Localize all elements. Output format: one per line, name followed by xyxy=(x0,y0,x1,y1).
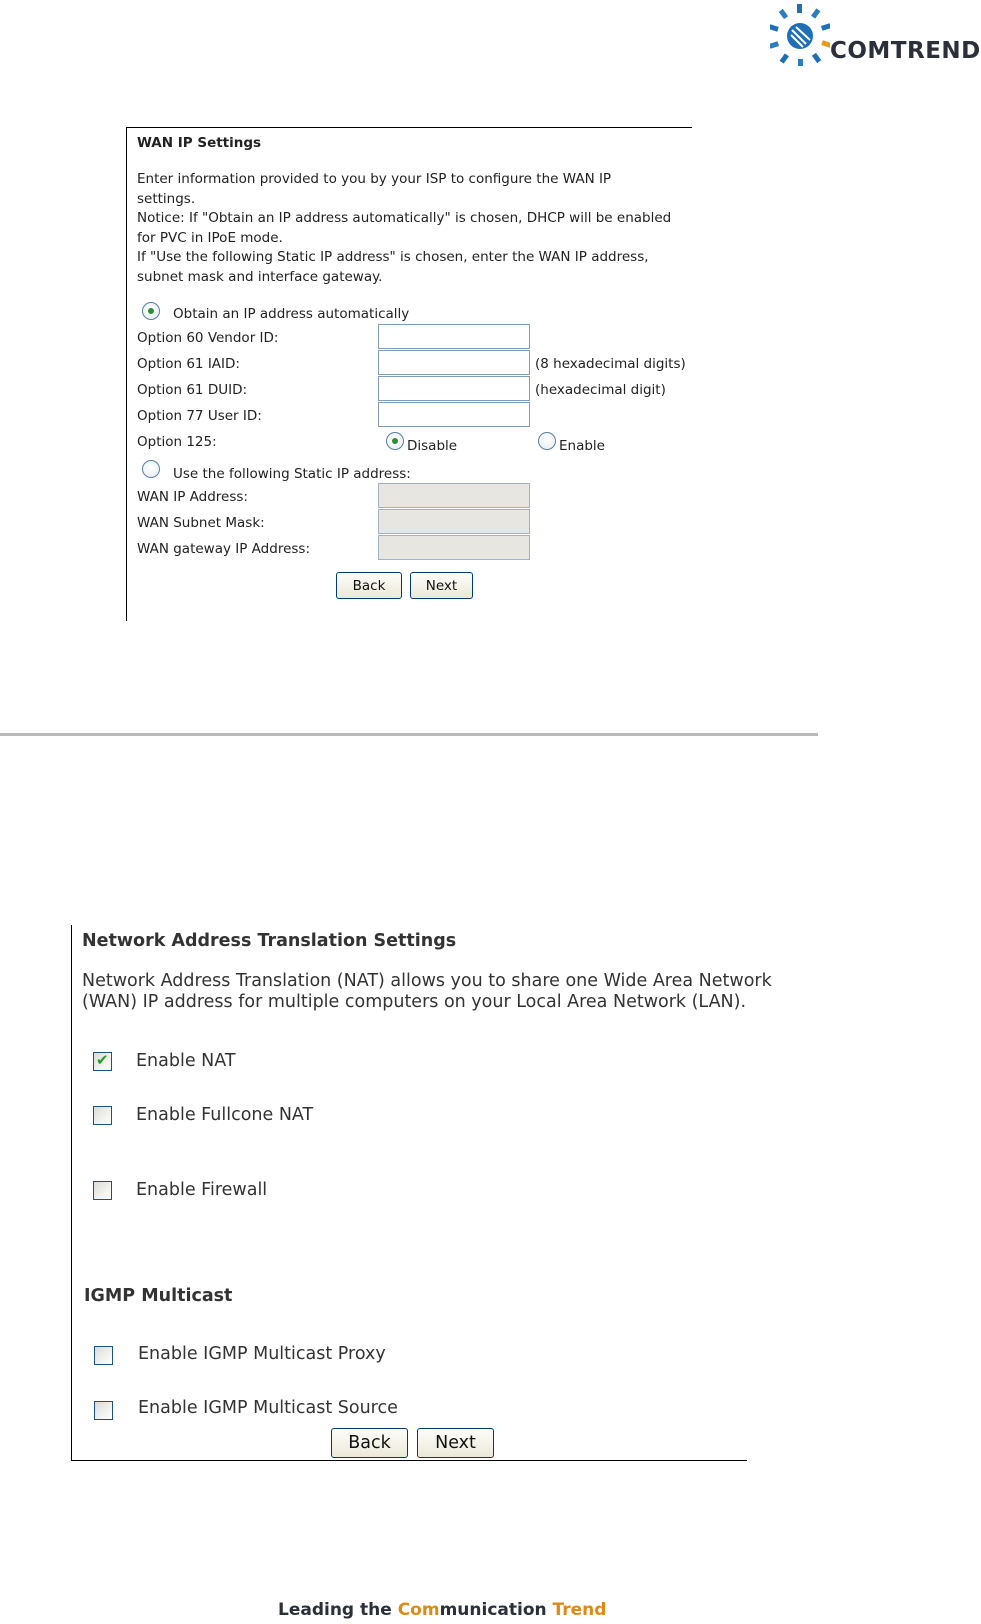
description-line: If "Use the following Static IP address" is chosen, enter the WAN IP address, xyxy=(137,249,649,265)
static-ip-radio[interactable] xyxy=(142,460,160,478)
option77-user-id-input[interactable] xyxy=(378,402,530,427)
nat-settings-panel xyxy=(71,925,772,1461)
wan-ip-address-label: WAN IP Address: xyxy=(137,489,248,505)
option125-label: Option 125: xyxy=(137,434,217,450)
option125-disable-radio[interactable] xyxy=(386,432,404,450)
tagline-highlight: Com xyxy=(397,1600,440,1620)
enable-igmp-source-label: Enable IGMP Multicast Source xyxy=(138,1398,398,1418)
enable-igmp-proxy-checkbox[interactable] xyxy=(94,1346,113,1365)
description-line: Enter information provided to you by your ISP to configure the WAN IP xyxy=(137,171,612,187)
option60-label: Option 60 Vendor ID: xyxy=(137,330,279,346)
footer-tagline xyxy=(278,1600,606,1620)
description-line: Notice: If "Obtain an IP address automatically" is chosen, DHCP will be enabled xyxy=(137,210,672,226)
wan-gateway-label: WAN gateway IP Address: xyxy=(137,541,310,557)
comtrend-logo xyxy=(770,0,981,70)
option60-vendor-id-input[interactable] xyxy=(378,324,530,349)
description-line: Network Address Translation (NAT) allows you to share one Wide Area Network xyxy=(82,971,772,991)
wan-ip-title: WAN IP Settings xyxy=(137,135,262,151)
description-line: for PVC in IPoE mode. xyxy=(137,229,283,246)
tagline-part: munication xyxy=(439,1600,553,1620)
wan-ip-address-input[interactable] xyxy=(378,483,530,508)
description-line: (WAN) IP address for multiple computers on your Local Area Network (LAN). xyxy=(82,992,747,1012)
wan-subnet-mask-label: WAN Subnet Mask: xyxy=(137,515,265,531)
option125-disable-label: Disable xyxy=(407,438,458,454)
next-button[interactable]: Next xyxy=(410,572,473,599)
option61-iaid-hint: (8 hexadecimal digits) xyxy=(535,356,686,372)
nat-title: Network Address Translation Settings xyxy=(82,931,457,951)
enable-fullcone-nat-label: Enable Fullcone NAT xyxy=(136,1105,314,1125)
obtain-ip-auto-label: Obtain an IP address automatically xyxy=(173,306,410,322)
wan-ip-description xyxy=(137,170,677,287)
comtrend-sunburst-logo-icon xyxy=(770,0,830,66)
enable-firewall-label: Enable Firewall xyxy=(136,1180,268,1200)
option61-duid-input[interactable] xyxy=(378,376,530,401)
option61-duid-label: Option 61 DUID: xyxy=(137,382,248,398)
option61-iaid-label: Option 61 IAID: xyxy=(137,356,240,372)
back-button[interactable]: Back xyxy=(336,572,402,599)
back-button[interactable]: Back xyxy=(331,1428,408,1458)
tagline-highlight: Trend xyxy=(552,1600,607,1620)
tagline-part: Leading the xyxy=(278,1600,398,1620)
enable-fullcone-nat-checkbox[interactable] xyxy=(93,1106,112,1125)
enable-firewall-checkbox[interactable] xyxy=(93,1181,112,1200)
option61-iaid-input[interactable] xyxy=(378,350,530,375)
static-ip-label: Use the following Static IP address: xyxy=(173,466,411,482)
wan-subnet-mask-input[interactable] xyxy=(378,509,530,534)
brand-name: COMTREND xyxy=(830,38,981,64)
enable-nat-checkbox[interactable] xyxy=(93,1052,112,1071)
option125-enable-label: Enable xyxy=(559,438,605,454)
igmp-multicast-title: IGMP Multicast xyxy=(84,1286,233,1306)
enable-nat-label: Enable NAT xyxy=(136,1051,236,1071)
wan-ip-settings-panel xyxy=(126,127,692,621)
enable-igmp-source-checkbox[interactable] xyxy=(94,1401,113,1420)
description-line: subnet mask and interface gateway. xyxy=(137,268,383,285)
obtain-ip-auto-radio[interactable] xyxy=(142,302,160,320)
option125-enable-radio[interactable] xyxy=(538,432,556,450)
section-divider xyxy=(0,733,818,736)
nat-description xyxy=(82,971,772,1013)
option61-duid-hint: (hexadecimal digit) xyxy=(535,382,666,398)
option77-label: Option 77 User ID: xyxy=(137,408,262,424)
wan-gateway-input[interactable] xyxy=(378,535,530,560)
next-button[interactable]: Next xyxy=(417,1428,494,1458)
description-line: settings. xyxy=(137,190,196,207)
enable-igmp-proxy-label: Enable IGMP Multicast Proxy xyxy=(138,1344,386,1364)
